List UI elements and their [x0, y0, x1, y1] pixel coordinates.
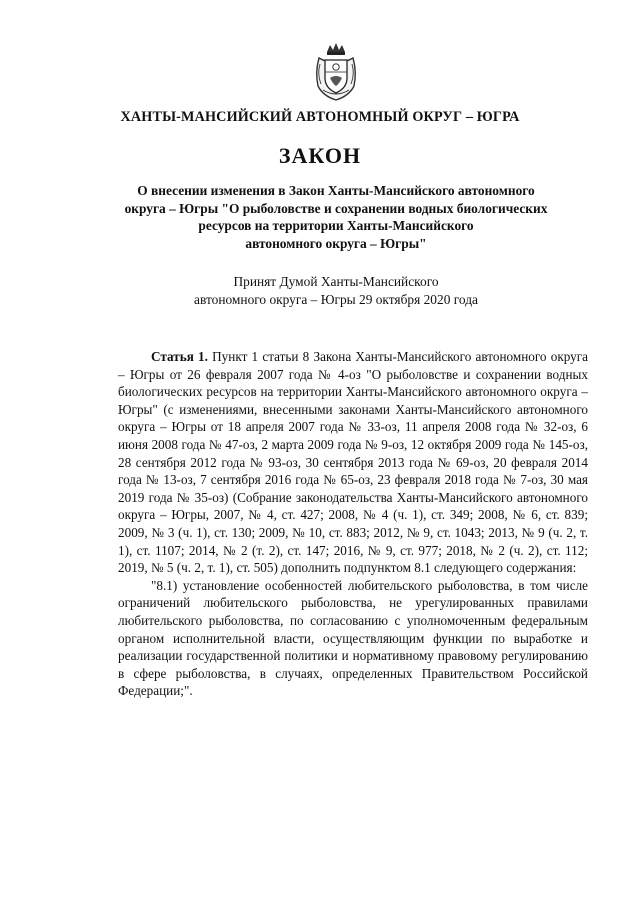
- adoption-note: [150, 273, 522, 308]
- adoption-line: автономного округа – Югры 29 октября 2020 года: [194, 291, 478, 307]
- law-body: [118, 348, 588, 700]
- adoption-line: Принят Думой Ханты-Мансийского: [233, 274, 439, 289]
- law-title-line: округа – Югры "О рыболовстве и сохранении водных биологических: [124, 200, 548, 216]
- coat-of-arms-icon: [313, 42, 359, 102]
- article-1-text: Пункт 1 статьи 8 Закона Ханты-Мансийского автономного округа – Югры от 26 февраля 2007 года № 4-оз "О рыболовстве и сохранении водных биологических ресурсов на территории Ханты-Мансийского автономного округа – Югры" (с изменениями, внесенными законами Ханты-Мансийского автономного округа – Югры от 18 апреля 2007 года № 33-оз, 11 апреля 2008 года № 32-оз, 6 июня 2008 года № 47-оз, 2 марта 2009 года № 9-оз, 12 октября 2009 года № 145-оз, 28 сентября 2012 года № 93-оз, 30 сентября 2013 года № 69-оз, 20 февраля 2014 года № 13-оз, 7 сентября 2016 года № 65-оз, 23 февраля 2018 года № 7-оз, 30 мая 2019 года № 35-оз) (Собрание законодательства Ханты-Мансийского автономного округа – Югры, 2007, № 4, ст. 427; 2008, № 4 (ч. 1), ст. 349; 2008, № 6, ст. 839; 2009, № 3 (ч. 1), ст. 130; 2009, № 10, ст. 883; 2012, № 9, ст. 1043; 2013, № 9 (ч. 2, т. 1), ст. 1107; 2014, № 2 (т. 2), ст. 147; 2016, № 9, ст. 977; 2018, № 2 (ч. 2), ст. 112; 2019, № 5 (ч. 2, т. 1), ст. 505) дополнить подпунктом 8.1 следующего содержания:: [118, 349, 589, 576]
- article-label: Статья 1.: [151, 349, 208, 364]
- article-1-paragraph: [118, 348, 588, 577]
- law-title-line: О внесении изменения в Закон Ханты-Мансийского автономного: [137, 183, 535, 198]
- law-title-line: ресурсов на территории Ханты-Мансийского: [198, 218, 474, 233]
- document-type: ЗАКОН: [278, 143, 362, 168]
- law-title-line: автономного округа – Югры": [245, 235, 427, 251]
- region-name: ХАНТЫ-МАНСИЙСКИЙ АВТОНОМНЫЙ ОКРУГ – ЮГРА: [120, 109, 520, 125]
- article-1-quote: "8.1) установление особенностей любительского рыболовства, в том числе ограничений любительского рыболовства, не урегулированных правилами любительского рыболовства, по согласованию с уполномоченным федеральным органом исполнительной власти, осуществляющим функции по выработке и реализации государственной политики и нормативному правовому регулированию в сфере рыболовства, в случаях, определенных Правительством Российской Федерации;".: [118, 577, 588, 699]
- law-title: [110, 182, 562, 252]
